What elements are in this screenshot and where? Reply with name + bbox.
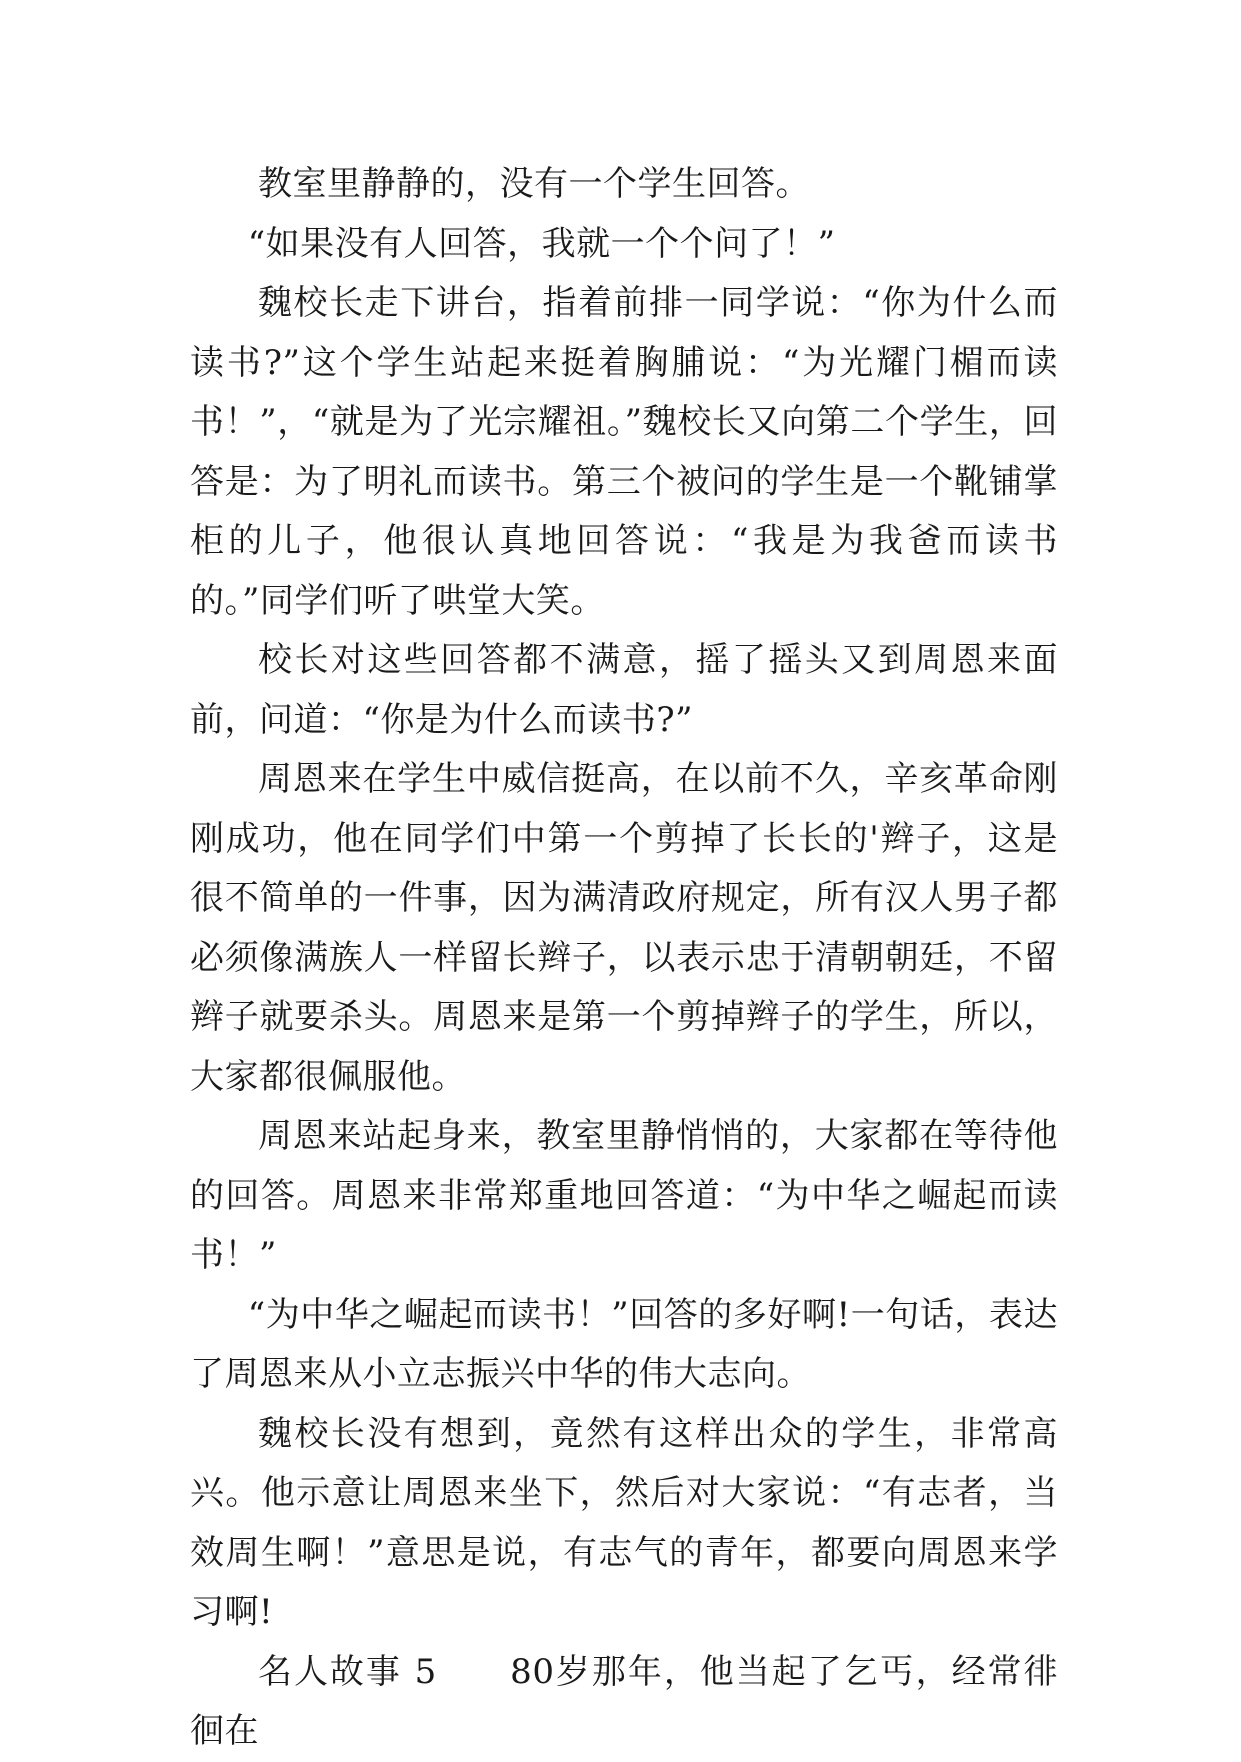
paragraph-6: 周恩来站起身来，教室里静悄悄的，大家都在等待他的回答。周恩来非常郑重地回答道：“为中华之崛起而读书！”	[190, 1116, 1058, 1275]
paragraph-3: 魏校长走下讲台，指着前排一同学说：“你为什么而读书?”这个学生站起来挺着胸脯说：“为光耀门楣而读书！”，“就是为了光宗耀祖。”魏校长又向第二个学生，回答是：为了明礼而读书。第三个被问的学生是一个靴铺掌柜的儿子，他很认真地回答说：“我是为我爸而读书的。”同学们听了哄堂大笑。	[190, 283, 1058, 621]
paragraph-4: 校长对这些回答都不满意，摇了摇头又到周恩来面前，问道：“你是为什么而读书?”	[190, 640, 1058, 740]
paragraph-7: “为中华之崛起而读书！”回答的多好啊!一句话，表达了周恩来从小立志振兴中华的伟大志向。	[190, 1294, 1058, 1394]
paragraph-2: “如果没有人回答，我就一个个问了！”	[247, 223, 836, 264]
document-body	[190, 155, 1058, 1762]
paragraph-5: 周恩来在学生中威信挺高，在以前不久，辛亥革命刚刚成功，他在同学们中第一个剪掉了长长的'辫子，这是很不简单的一件事，因为满清政府规定，所有汉人男子都必须像满族人一样留长辫子，以表示忠于清朝朝廷，不留辫子就要杀头。周恩来是第一个剪掉辫子的学生，所以，大家都很佩服他。	[190, 759, 1058, 1097]
paragraph-1: 教室里静静的，没有一个学生回答。	[258, 164, 810, 204]
paragraph-9: 名人故事 5 80岁那年，他当起了乞丐，经常徘徊在	[190, 1651, 1058, 1751]
paragraph-8: 魏校长没有想到，竟然有这样出众的学生，非常高兴。他示意让周恩来坐下，然后对大家说：“有志者，当效周生啊！”意思是说，有志气的青年，都要向周恩来学习啊!	[190, 1413, 1058, 1632]
